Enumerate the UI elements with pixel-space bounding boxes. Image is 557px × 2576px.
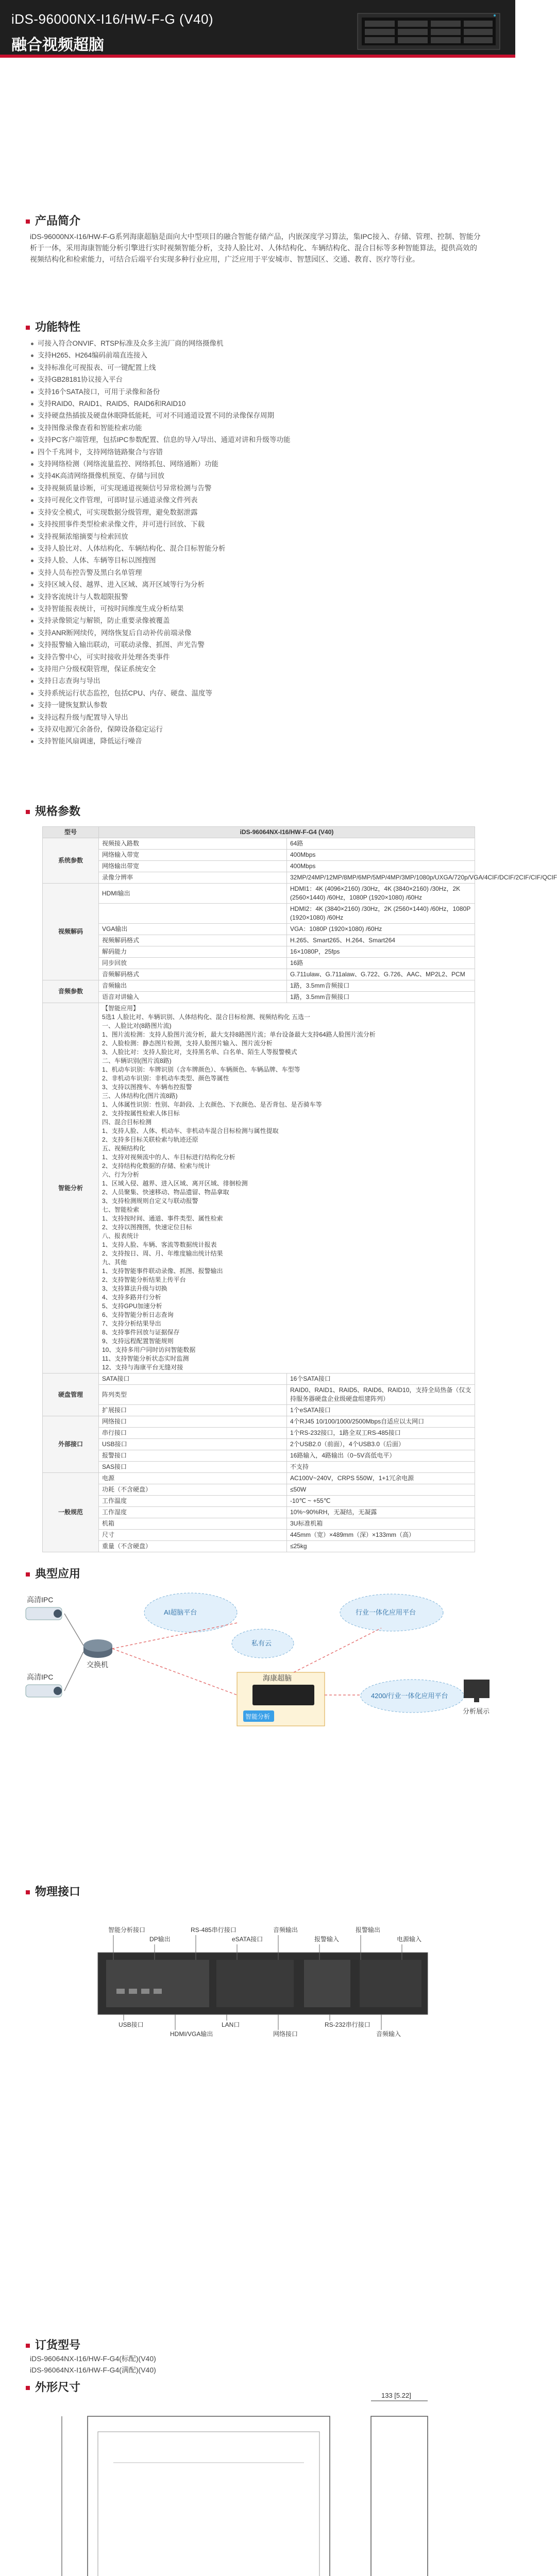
feature-item <box>31 627 484 639</box>
feature-text: 支持4K高清网络摄像机预览、存储与回放 <box>38 472 165 480</box>
smart-line: 【智能应用】 <box>102 1005 140 1012</box>
feature-item <box>31 603 484 615</box>
feature-item <box>31 482 484 494</box>
feature-item <box>31 434 484 446</box>
order-title: 订货型号 <box>26 2336 80 2352</box>
spec-row <box>43 861 475 872</box>
smart-line: 四、混合目标检测 <box>102 1118 152 1126</box>
bullet-icon <box>31 415 33 417</box>
ports-title: 物理接口 <box>26 1883 80 1899</box>
spec-head-model: iDS-96064NX-I16/HW-F-G4 (V40) <box>99 827 475 838</box>
feature-text: 支持H265、H264编码前端直连接入 <box>38 351 148 360</box>
spec-label: SAS接口 <box>99 1462 287 1473</box>
spec-row <box>43 872 475 884</box>
spec-label: 视频接入路数 <box>99 838 287 850</box>
port-label-top: RS-485串行接口 <box>191 1926 237 1934</box>
feature-text: 可接入符合ONVIF、RTSP标准及众多主流厂商的网络摄像机 <box>38 340 224 347</box>
spec-value: 1个RS-232接口，1路全双工RS-485接口 <box>287 1428 475 1439</box>
page-header <box>0 0 515 58</box>
spec-row <box>43 992 475 1003</box>
spec-label: 录像分辨率 <box>99 872 287 884</box>
bullet-icon <box>26 1890 30 1894</box>
cloud-private-label: 私有云 <box>251 1639 272 1647</box>
spec-row <box>43 1496 475 1507</box>
bullet-icon <box>31 427 33 430</box>
spec-row <box>43 850 475 861</box>
bullet-icon <box>31 463 33 466</box>
feature-item <box>31 579 484 590</box>
result-label: 分析展示 <box>463 1707 490 1715</box>
smart-line: 3、人脸比对：支持人脸比对，支持黑名单、白名单、陌生人等报警模式 <box>102 1048 297 1056</box>
spec-value: 10%~90%RH，无凝结，无凝露 <box>287 1507 475 1518</box>
smart-line: 1、支持对视频流中的人、车目标进行结构化分析 <box>102 1154 235 1161</box>
product-model: iDS-96000NX-I16/HW-F-G (V40) <box>11 11 214 27</box>
port-label-top: eSATA接口 <box>232 1936 263 1943</box>
intro-title: 产品简介 <box>26 212 80 228</box>
port-label-bottom: HDMI/VGA输出 <box>170 2030 213 2038</box>
smart-line: 2、支持按属性检索人体目标 <box>102 1110 180 1117</box>
feature-text: 支持一键恢复默认参数 <box>38 701 107 709</box>
feature-text: 支持智能报表统计，可按时间维度生成分析结果 <box>38 604 184 613</box>
spec-value: 400Mbps <box>287 861 475 872</box>
smart-line: 7、支持分析结果导出 <box>102 1320 161 1327</box>
feature-item <box>31 615 484 626</box>
feature-item <box>31 723 484 735</box>
bullet-icon <box>31 451 33 454</box>
feature-text: 支持日志查询与导出 <box>38 677 100 685</box>
spec-row <box>43 1450 475 1462</box>
spec-label: 音频解码格式 <box>99 969 287 980</box>
spec-label: VGA输出 <box>99 924 287 935</box>
app-title: 典型应用 <box>26 1565 80 1581</box>
spec-row <box>43 1530 475 1541</box>
features-list <box>31 337 484 748</box>
spec-row <box>43 935 475 946</box>
feature-text: 支持标准化可视报表、可一键配置上线 <box>38 363 156 371</box>
bullet-icon <box>31 523 33 526</box>
port-label-top: DP输出 <box>149 1936 171 1943</box>
spec-row <box>43 946 475 958</box>
bullet-icon <box>31 560 33 562</box>
smart-line: 2、支持结构化数据的存储、检索与统计 <box>102 1162 211 1170</box>
port-label-top: 报警输出 <box>356 1926 381 1934</box>
spec-value: -10℃ ~ +55℃ <box>287 1496 475 1507</box>
spec-label: 重量（不含硬盘） <box>99 1541 287 1552</box>
bullet-icon <box>31 596 33 598</box>
camera-icon <box>26 1607 62 1620</box>
bullet-icon <box>26 219 30 224</box>
bullet-icon <box>31 379 33 381</box>
bullet-icon <box>31 354 33 357</box>
feature-item <box>31 554 484 566</box>
spec-value: 4个RJ45 10/100/1000/2500Mbps自适应以太网口 <box>287 1416 475 1428</box>
bullet-icon <box>31 668 33 671</box>
switch-label: 交换机 <box>87 1660 108 1669</box>
bullet-icon <box>31 620 33 622</box>
spec-row <box>43 924 475 935</box>
spec-value: 1路，3.5mm音频接口 <box>287 992 475 1003</box>
bullet-icon <box>31 704 33 707</box>
feature-item <box>31 663 484 675</box>
smart-line: 4、支持多路并行分析 <box>102 1294 161 1301</box>
spec-label: 报警接口 <box>99 1450 287 1462</box>
spec-row <box>43 1473 475 1484</box>
spec-value: 3U标准机箱 <box>287 1518 475 1530</box>
spec-value: VGA：1080P (1920×1080) /60Hz <box>287 924 475 935</box>
feature-item <box>31 591 484 603</box>
spec-row <box>43 980 475 992</box>
bullet-icon <box>31 608 33 611</box>
port-label-bottom: RS-232串行接口 <box>325 2021 370 2028</box>
feature-item <box>31 458 484 470</box>
feature-text: 四个千兆网卡，支持网络链路聚合与容错 <box>38 448 163 456</box>
spec-label: 机箱 <box>99 1518 287 1530</box>
monitor-icon <box>464 1680 490 1702</box>
smart-line: 一、人脸比对(8路图片流) <box>102 1022 172 1029</box>
bullet-icon <box>31 632 33 635</box>
feature-item <box>31 543 484 554</box>
bullet-icon <box>31 548 33 550</box>
spec-row <box>43 1484 475 1496</box>
spec-row <box>43 884 475 904</box>
port-label-top: 智能分析接口 <box>108 1926 146 1934</box>
spec-category: 视频解码 <box>43 884 99 980</box>
smart-line: 九、其他 <box>102 1259 127 1266</box>
feature-text: 支持系统运行状态监控，包括CPU、内存、硬盘、温度等 <box>38 689 213 697</box>
smart-line: 12、支持与海康平台无缝对接 <box>102 1364 183 1371</box>
smart-line: 2、人员聚集、快速移动、物品遗留、物品拿取 <box>102 1189 229 1196</box>
spec-row <box>43 1374 475 1385</box>
smart-line: 2、支持多目标关联检索与轨迹还原 <box>102 1136 198 1143</box>
smart-line: 七、智能检索 <box>102 1206 140 1213</box>
spec-category: 智能分析 <box>43 1003 99 1374</box>
feature-item <box>31 531 484 543</box>
feature-text: 支持告警中心，可实时接收并处理各类事件 <box>38 653 170 661</box>
smart-line: 6、支持智能分析日志查询 <box>102 1311 174 1318</box>
spec-value: 400Mbps <box>287 850 475 861</box>
bullet-icon <box>26 2386 30 2390</box>
smart-line: 10、支持多用户同时访问智能数据 <box>102 1346 196 1353</box>
ipc-top-label: 高清IPC <box>27 1596 54 1604</box>
feature-text: 支持16个SATA接口，可用于录像和备份 <box>38 387 160 396</box>
spec-value: 16路 <box>287 958 475 969</box>
spec-table <box>42 826 557 1552</box>
feature-text: 支持远程升级与配置导入导出 <box>38 713 128 721</box>
product-category: 融合视频超脑 <box>11 37 104 54</box>
feature-item <box>31 446 484 458</box>
spec-row <box>43 1507 475 1518</box>
feature-item <box>31 374 484 385</box>
feature-item <box>31 675 484 687</box>
bullet-icon <box>26 810 30 814</box>
spec-row <box>43 958 475 969</box>
smart-line: 3、支持算法升级与切换 <box>102 1285 167 1292</box>
spec-value: 445mm（宽）×489mm（深）×133mm（高） <box>287 1530 475 1541</box>
smart-line: 1、机动车识别：车牌识别（含车牌颜色）、车辆颜色、车辆品牌、车型等 <box>102 1066 300 1073</box>
application-diagram <box>21 1582 495 1736</box>
spec-row <box>43 1416 475 1428</box>
feature-text: 支持安全模式，可实现数据分级管理，避免数据泄露 <box>38 508 198 516</box>
feature-text: 支持客流统计与人数超限报警 <box>38 592 128 601</box>
smart-line: 1、支持人脸、车辆、客流等数据统计报表 <box>102 1241 217 1248</box>
spec-label: 工作湿度 <box>99 1507 287 1518</box>
dim-top: 133 [5.22] <box>381 2392 411 2399</box>
smart-line: 1、人体属性识别：性别、年龄段、上衣颜色、下衣颜色、是否背包、是否骑车等 <box>102 1101 322 1108</box>
bullet-icon <box>31 439 33 442</box>
feature-item <box>31 567 484 579</box>
specs-title: 规格参数 <box>26 803 80 819</box>
spec-head-row <box>43 827 475 838</box>
smart-line: 2、人脸检测：静态图片检测，支持人脸图片输入、图片流分析 <box>102 1040 273 1047</box>
bullet-icon <box>31 535 33 538</box>
spec-category: 一般规范 <box>43 1473 99 1552</box>
feature-text: 支持人脸比对、人体结构化、车辆结构化、混合目标智能分析 <box>38 544 226 552</box>
feature-text: 支持RAID0、RAID1、RAID5、RAID6和RAID10 <box>38 400 186 408</box>
feature-text: 支持可视化文件管理，可即时显示通道录像文件列表 <box>38 496 198 504</box>
spec-label: 尺寸 <box>99 1530 287 1541</box>
spec-label: 视频解码格式 <box>99 935 287 946</box>
smart-analysis-text <box>99 1003 475 1374</box>
bullet-icon <box>31 644 33 647</box>
smart-line: 1、图片流检测：支持人脸图片流分析，最大支持8路图片流；单台设备最大支持64路人脸图片流分析 <box>102 1031 376 1038</box>
spec-label: 网络输出带宽 <box>99 861 287 872</box>
bullet-icon <box>31 367 33 369</box>
spec-row <box>43 1439 475 1450</box>
bullet-icon <box>26 326 30 330</box>
spec-value: ≤25kg <box>287 1541 475 1552</box>
feature-item <box>31 386 484 398</box>
bullet-icon <box>26 2344 30 2348</box>
smart-line: 8、支持事件回放与证据保存 <box>102 1329 180 1336</box>
spec-category: 系统参数 <box>43 838 99 884</box>
spec-head-cat: 型号 <box>43 827 99 838</box>
feature-item <box>31 639 484 651</box>
spec-value: G.711ulaw、G.711alaw、G.722、G.726、AAC、MP2L2、PCM <box>287 969 475 980</box>
smart-line: 六、行为分析 <box>102 1171 140 1178</box>
spec-value: 2个USB2.0（前面），4个USB3.0（后面） <box>287 1439 475 1450</box>
smart-line: 2、支持以图搜图，快速定位目标 <box>102 1224 192 1231</box>
header-accent-bar <box>0 55 515 58</box>
feature-item <box>31 687 484 699</box>
smart-label: 智能分析 <box>245 1713 271 1720</box>
spec-label: 语音对讲输入 <box>99 992 287 1003</box>
spec-value: 16个SATA接口 <box>287 1374 475 1385</box>
spec-value: 不支持 <box>287 1462 475 1473</box>
spec-value: 64路 <box>287 838 475 850</box>
feature-text: 支持硬盘热插拔及硬盘休眠降低能耗，可对不同通道设置不同的录像保存周期 <box>38 412 274 420</box>
smart-line: 11、支持智能分析状态实时监测 <box>102 1355 189 1362</box>
feature-text: 支持按照事件类型检索录像文件，并可进行回放、下载 <box>38 520 205 529</box>
spec-category: 硬盘管理 <box>43 1374 99 1416</box>
feature-item <box>31 506 484 518</box>
feature-text: 支持GB28181协议接入平台 <box>38 376 123 384</box>
port-label-top: 电源输入 <box>397 1936 422 1943</box>
spec-label: 解码能力 <box>99 946 287 958</box>
brain-label: 海康超脑 <box>263 1674 292 1682</box>
port-label-bottom: LAN口 <box>222 2021 240 2028</box>
feature-text: 支持图像录像查看和智能检索功能 <box>38 423 142 432</box>
feature-text: 支持用户分级权限管理，保证系统安全 <box>38 665 156 673</box>
bullet-icon <box>31 717 33 719</box>
spec-row <box>43 1518 475 1530</box>
spec-label: 音频输出 <box>99 980 287 992</box>
smart-line: 5选1 人脸比对、车辆识别、人体结构化、混合目标检测、视频结构化 五选一 <box>102 1013 311 1021</box>
spec-label: 同步回放 <box>99 958 287 969</box>
feature-text: 支持ANR断网续传，网络恢复后自动补传前端录像 <box>38 629 192 637</box>
feature-item <box>31 699 484 711</box>
bullet-icon <box>31 740 33 743</box>
feature-text: 支持报警输入输出联动，可联动录像、抓图、声光告警 <box>38 641 205 649</box>
ipc-bottom-label: 高清IPC <box>27 1673 54 1681</box>
feature-text: 支持智能风扇调速，降低运行噪音 <box>38 737 142 745</box>
smart-line: 5、支持GPU加速分析 <box>102 1302 162 1310</box>
spec-row-smart <box>43 1003 475 1374</box>
bullet-icon <box>26 1572 30 1577</box>
spec-label: 网络输入带宽 <box>99 850 287 861</box>
smart-line: 1、区域入侵、越界、进入区域、离开区域、徘徊检测 <box>102 1180 248 1187</box>
dims-title: 外形尺寸 <box>26 2379 80 2395</box>
smart-line: 1、支持智能事件联动录像、抓图、报警输出 <box>102 1267 223 1275</box>
bullet-icon <box>31 572 33 574</box>
bullet-icon <box>31 343 33 345</box>
spec-category: 外部接口 <box>43 1416 99 1473</box>
spec-label <box>99 904 287 924</box>
bullet-icon <box>31 499 33 502</box>
bullet-icon <box>31 487 33 490</box>
spec-row <box>43 1462 475 1473</box>
feature-item <box>31 735 484 747</box>
spec-value: ≤50W <box>287 1484 475 1496</box>
spec-label: SATA接口 <box>99 1374 287 1385</box>
spec-row <box>43 1385 475 1405</box>
bullet-icon <box>31 656 33 659</box>
feature-text: 支持人员布控告警及黑白名单管理 <box>38 568 142 577</box>
spec-label: 阵列类型 <box>99 1385 287 1405</box>
smart-line: 1、支持按时间、通道、事件类型、属性检索 <box>102 1215 223 1222</box>
bullet-icon <box>31 692 33 695</box>
features-title: 功能特性 <box>26 318 80 334</box>
dimension-drawing <box>41 2391 474 2576</box>
feature-item <box>31 349 484 361</box>
bullet-icon <box>31 475 33 478</box>
smart-line: 3、支持检测规则自定义与联动报警 <box>102 1197 198 1205</box>
bullet-icon <box>31 403 33 405</box>
bullet-icon <box>31 512 33 514</box>
feature-text: 支持录像锁定与解锁，防止重要录像被覆盖 <box>38 617 170 625</box>
feature-text: 支持区域入侵、越界、进入区域、离开区域等行为分析 <box>38 581 205 589</box>
camera-icon <box>26 1685 62 1697</box>
cloud-industry-label: 行业一体化应用平台 <box>356 1608 416 1616</box>
smart-line: 三、人体结构化(图片流8路) <box>102 1092 178 1099</box>
spec-label: USB接口 <box>99 1439 287 1450</box>
feature-item <box>31 651 484 663</box>
port-label-bottom: 网络接口 <box>273 2030 298 2038</box>
port-label-top: 音频输出 <box>273 1926 298 1934</box>
spec-category: 音频参数 <box>43 980 99 1003</box>
spec-row <box>43 838 475 850</box>
spec-row <box>43 1541 475 1552</box>
spec-row <box>43 904 475 924</box>
feature-text: 支持双电源冗余备份，保障设备稳定运行 <box>38 725 163 733</box>
port-label-top: 报警输入 <box>314 1936 340 1943</box>
feature-item <box>31 362 484 374</box>
feature-text: 支持视频质量诊断，可实现通道视频信号异常检测与告警 <box>38 484 212 492</box>
feature-item <box>31 711 484 723</box>
spec-row <box>43 1428 475 1439</box>
feature-text: 支持视频浓缩摘要与检索回放 <box>38 532 128 540</box>
smart-line: 3、支持以图搜车、车辆布控报警 <box>102 1083 192 1091</box>
spec-value: 1路，3.5mm音频接口 <box>287 980 475 992</box>
spec-label: 网络接口 <box>99 1416 287 1428</box>
smart-line: 2、非机动车识别：非机动车类型、颜色等属性 <box>102 1075 229 1082</box>
smart-line: 二、车辆识别(图片流8路) <box>102 1057 172 1064</box>
rear-panel-diagram <box>77 1917 448 2040</box>
cloud-4200-label: 4200/行业一体化应用平台 <box>371 1692 448 1700</box>
spec-value: AC100V~240V，CRPS 550W，1+1冗余电源 <box>287 1473 475 1484</box>
order-item: iDS-96064NX-I16/HW-F-G4(满配)(V40) <box>30 2366 156 2374</box>
spec-value: HDMI2：4K (3840×2160) /30Hz，2K (2560×1440) /60Hz，1080P (1920×1080) /60Hz <box>287 904 475 924</box>
spec-value: 16×1080P，25fps <box>287 946 475 958</box>
spec-value: HDMI1：4K (4096×2160) /30Hz，4K (3840×2160) /30Hz，2K (2560×1440) /60Hz，1080P (1920×1080) /60Hz <box>287 884 475 904</box>
feature-item <box>31 398 484 410</box>
smart-line: 五、视频结构化 <box>102 1145 146 1152</box>
spec-label: 工作温度 <box>99 1496 287 1507</box>
spec-label: 串行接口 <box>99 1428 287 1439</box>
port-label-bottom: 音频输入 <box>376 2030 401 2038</box>
spec-value: 16路输入，4路输出（0~5V高低电平） <box>287 1450 475 1462</box>
spec-value: RAID0、RAID1、RAID5、RAID6、RAID10，支持全局热备（仅支持服务器硬盘企业级硬盘组建阵列） <box>287 1385 475 1405</box>
switch-icon <box>83 1639 112 1658</box>
smart-line: 9、支持远程配置智能规则 <box>102 1337 174 1345</box>
feature-item <box>31 422 484 434</box>
spec-label: HDMI输出 <box>99 884 287 904</box>
spec-value: H.265、Smart265、H.264、Smart264 <box>287 935 475 946</box>
bullet-icon <box>31 680 33 683</box>
feature-item <box>31 494 484 506</box>
smart-line: 1、支持人脸、人体、机动车、非机动车混合目标检测与属性提取 <box>102 1127 279 1134</box>
feature-item <box>31 410 484 421</box>
spec-label: 扩展接口 <box>99 1405 287 1416</box>
bullet-icon <box>31 391 33 394</box>
cloud-ai-label: AI超脑平台 <box>164 1608 197 1616</box>
smart-line: 2、支持按日、周、月、年维度输出统计结果 <box>102 1250 223 1257</box>
feature-text: 支持人脸、人体、车辆等目标以图搜图 <box>38 556 156 565</box>
device-photo <box>357 5 501 53</box>
feature-text: 支持网络检测（网络流量监控、网络抓包、网络通断）功能 <box>38 460 218 468</box>
spec-label: 电源 <box>99 1473 287 1484</box>
spec-row <box>43 969 475 980</box>
feature-text: 支持PC客户端管理，包括IPC参数配置、信息的导入/导出、通道对讲和升级等功能 <box>38 436 291 444</box>
intro-text: iDS-96000NX-I16/HW-F-G系列海康超脑是面向大中型项目的融合智能存储产品，内嵌深度学习算法，集IPC接入、存储、管理、控制、智能分析于一体，采用海康智能分析引擎进行实时视频智能分析，支持人脸比对、人体结构化、车辆结构化、混合目标等多种智能算法，提供高效的视频结构化和检索能力，可结合后端平台实现多种行业应用，广泛应用于平安城市、智慧园区、交通、教育、医疗等行业。 <box>30 232 481 263</box>
spec-value: 32MP/24MP/12MP/8MP/6MP/5MP/4MP/3MP/1080p/UXGA/720p/VGA/4CIF/DCIF/2CIF/CIF/QCIF <box>287 872 475 884</box>
order-item: iDS-96064NX-I16/HW-F-G4(标配)(V40) <box>30 2354 156 2363</box>
spec-value: 1个eSATA接口 <box>287 1405 475 1416</box>
feature-item <box>31 470 484 482</box>
feature-item <box>31 518 484 530</box>
smart-line: 八、报表统计 <box>102 1232 140 1240</box>
feature-item <box>31 337 484 349</box>
port-label-bottom: USB接口 <box>119 2021 144 2028</box>
bullet-icon <box>31 728 33 731</box>
spec-row <box>43 1405 475 1416</box>
smart-line: 2、支持智能分析结果上传平台 <box>102 1276 186 1283</box>
bullet-icon <box>31 584 33 586</box>
spec-label: 功耗（不含硬盘） <box>99 1484 287 1496</box>
